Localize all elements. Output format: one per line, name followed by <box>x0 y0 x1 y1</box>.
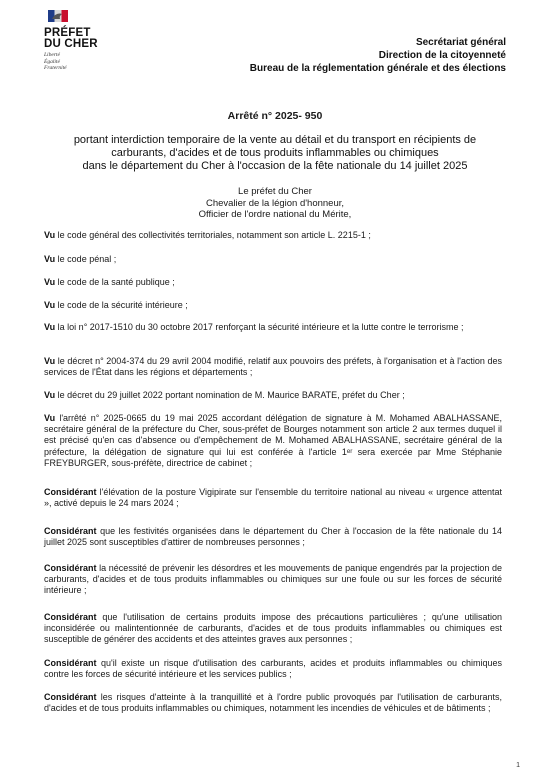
paragraph-lead: Vu <box>44 390 56 400</box>
paragraph-text: que l'utilisation de certains produits impose des précautions particulières ; qu'une utilisation inconsidérée ou malintentionnée de carburants, d'acides et de tous produits inflammables ou chimiques est susceptible de générer des accidents et des atteintes graves aux personnes ; <box>44 612 502 645</box>
paragraph-vu-decret-2022 <box>44 390 502 401</box>
logo-title-line-1: PRÉFET <box>44 27 91 39</box>
issuer-line-2: Chevalier de la légion d'honneur, <box>205 197 345 209</box>
paragraph-lead: Vu <box>44 254 56 264</box>
paragraph-text: qu'il existe un risque d'utilisation des carburants, acides et produits inflammables ou chimiques contre les forces de sécurité intérieure et les services publics ; <box>44 658 502 680</box>
paragraph-text: la nécessité de prévenir les désordres et les mouvements de panique engendrés par la projection de carburants, d'acides et de tous produits inflammables ou chimiques sur une foule ou sur les forces de sécurité intérieure ; <box>44 563 502 596</box>
service-line-bureau: Bureau de la réglementation générale et des élections <box>249 63 506 74</box>
issuer-line-3: Officier de l'ordre national du Mérite, <box>198 209 352 220</box>
marianne-logo-icon <box>48 10 68 22</box>
service-line-direction: Direction de la citoyenneté <box>378 50 506 61</box>
subject-line-1: portant interdiction temporaire de la vente au détail et du transport en récipients de <box>73 134 477 146</box>
paragraph-lead: Vu <box>44 277 56 287</box>
paragraph-lead: Considérant <box>44 658 97 668</box>
paragraph-considerant-precautions <box>44 612 502 646</box>
paragraph-lead: Vu <box>44 230 56 240</box>
paragraph-lead: Considérant <box>44 526 97 536</box>
motto-egalite: Égalité <box>44 58 60 65</box>
issuing-service <box>250 36 506 75</box>
paragraph-lead: Vu <box>44 413 56 423</box>
paragraph-considerant-risque <box>44 658 502 680</box>
page-number: 1 <box>516 762 520 769</box>
arrete-subject <box>40 134 510 173</box>
paragraph-lead: Vu <box>44 356 56 366</box>
paragraph-text: le code de la santé publique ; <box>55 277 175 287</box>
paragraph-text: l'arrêté n° 2025-0665 du 19 mai 2025 accordant délégation de signature à M. Mohamed ABALHASSANE, secrétaire général de la préfecture du Cher, sous-préfet de Bourges notamment son article 2 aux termes duquel il est précisé qu'en cas d'absence ou d'empêchement de M. Mohamed ABALHASSANE, secrétaire général de la préfecture, la délégation de signature qui lui est conférée à l'article 1ᵉʳ sera exercée par Mme Stéphanie FREYBURGER, sous-préfète, directrice de cabinet ; <box>44 413 502 468</box>
paragraph-considerant-festivites <box>44 526 502 548</box>
paragraph-lead: Considérant <box>44 487 97 497</box>
paragraph-vu-sante-publique <box>44 277 502 288</box>
paragraph-lead: Considérant <box>44 563 97 573</box>
prefecture-logo <box>44 10 124 72</box>
subject-line-2: carburants, d'acides et de tous produits inflammables ou chimiques <box>111 147 439 159</box>
paragraph-considerant-tranquillite <box>44 692 502 714</box>
paragraph-lead: Considérant <box>44 692 97 702</box>
arrete-number: Arrêté n° 2025- 950 <box>227 110 323 122</box>
paragraph-vu-code-penal <box>44 254 502 265</box>
paragraph-text: le code pénal ; <box>55 254 117 264</box>
motto-fraternite: Fraternité <box>44 65 67 71</box>
logo-title-line-2: DU CHER <box>44 38 98 50</box>
paragraph-vu-arrete-delegation <box>44 413 502 469</box>
paragraph-vu-loi-2017 <box>44 322 502 333</box>
paragraph-considerant-vigipirate <box>44 487 502 509</box>
paragraph-lead: Vu <box>44 322 56 332</box>
paragraph-considerant-desordres <box>44 563 502 597</box>
paragraph-vu-decret-2004 <box>44 356 502 378</box>
issuer-line-1: Le préfet du Cher <box>238 186 312 197</box>
paragraph-text: le décret n° 2004-374 du 29 avril 2004 modifié, relatif aux pouvoirs des préfets, à l'organisation et à l'action des services de l'État dans les régions et départements ; <box>44 356 502 378</box>
paragraph-text: les risques d'atteinte à la tranquillité et à l'ordre public provoqués par l'utilisation de carburants, d'acides et de tous produits inflammables ou chimiques, notamment les incendies de véhicules et de bâtiments ; <box>44 692 502 714</box>
paragraph-lead: Vu <box>44 300 56 310</box>
paragraph-text: le code de la sécurité intérieure ; <box>55 300 188 310</box>
paragraph-vu-securite-interieure <box>44 300 502 311</box>
paragraph-text: le décret du 29 juillet 2022 portant nomination de M. Maurice BARATE, préfet du Cher ; <box>55 390 405 400</box>
subject-line-3: dans le département du Cher à l'occasion de la fête nationale du 14 juillet 2025 <box>82 160 468 172</box>
paragraph-vu-cgct <box>44 230 502 241</box>
paragraph-text: le code général des collectivités territoriales, notamment son article L. 2215-1 ; <box>55 230 371 240</box>
republic-motto <box>44 52 124 72</box>
issuer-block <box>0 186 550 221</box>
service-line-secretariat: Secrétariat général <box>415 37 506 48</box>
paragraph-text: l'élévation de la posture Vigipirate sur l'ensemble du territoire national au niveau « urgence attentat », activé depuis le 24 mars 2024 ; <box>44 487 502 509</box>
motto-liberte: Liberté <box>44 52 60 58</box>
paragraph-text: que les festivités organisées dans le département du Cher à l'occasion de la fête nationale du 14 juillet 2025 sont susceptibles d'attirer de nombreuses personnes ; <box>44 526 502 548</box>
paragraph-lead: Considérant <box>44 612 97 622</box>
paragraph-text: la loi n° 2017-1510 du 30 octobre 2017 renforçant la sécurité intérieure et la lutte contre le terrorisme ; <box>55 322 464 332</box>
